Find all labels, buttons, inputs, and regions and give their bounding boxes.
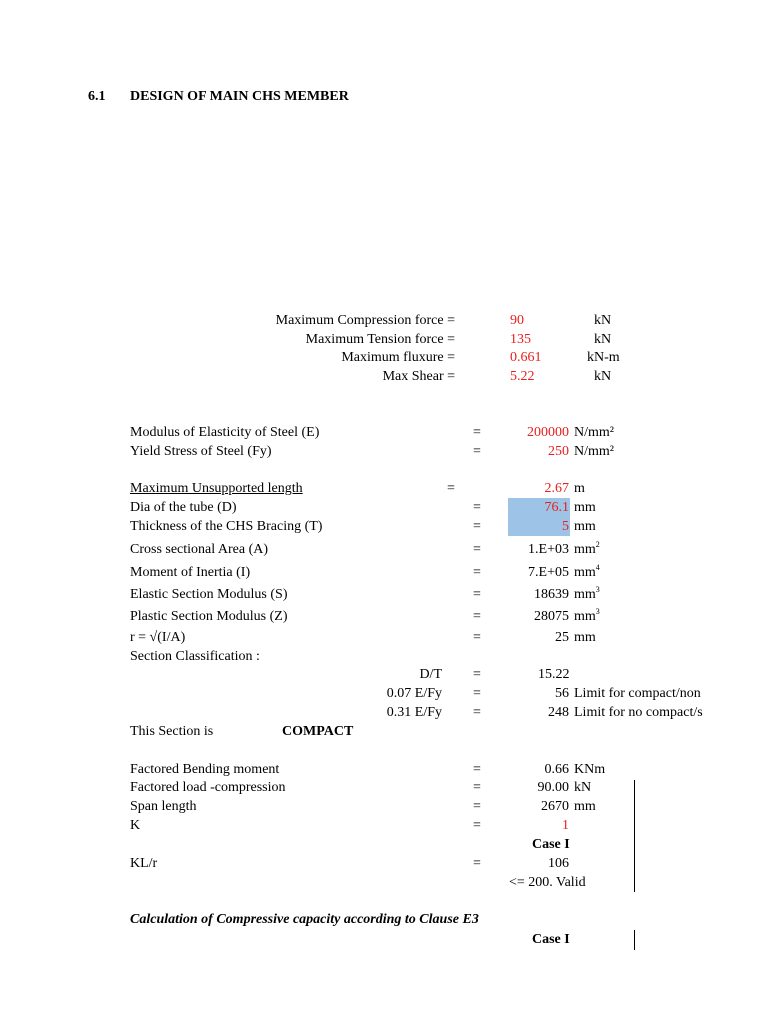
classification-compact-note: Limit for compact/non: [574, 686, 701, 701]
section-result-value: COMPACT: [282, 724, 354, 739]
geometry-length-unit: m: [574, 481, 585, 496]
column-border-line: [634, 780, 635, 892]
force-shear-unit: kN: [594, 369, 612, 384]
klr-check: <= 200. Valid: [509, 875, 586, 890]
input-highlight-thickness: [508, 517, 570, 536]
design-span-eq: =: [473, 799, 481, 814]
klr-value: 106: [548, 856, 569, 871]
geometry-inertia-unit-text: mm: [574, 565, 596, 580]
material-fy-label: Yield Stress of Steel (Fy): [130, 444, 272, 459]
force-flexure-unit: kN-m: [587, 350, 620, 365]
force-tension-label: Maximum Tension force =: [305, 332, 455, 347]
geometry-thickness-label: Thickness of the CHS Bracing (T): [130, 519, 323, 534]
geometry-area-eq: =: [473, 542, 481, 557]
geometry-elastic-unit-text: mm: [574, 587, 596, 602]
material-fy-unit: N/mm²: [574, 444, 614, 459]
force-shear-label: Max Shear =: [382, 369, 455, 384]
material-fy-value: 250: [548, 444, 569, 459]
material-e-eq: =: [473, 425, 481, 440]
geometry-plastic-label: Plastic Section Modulus (Z): [130, 609, 288, 624]
design-k-eq: =: [473, 818, 481, 833]
klr-label: KL/r: [130, 856, 158, 871]
material-e-label: Modulus of Elasticity of Steel (E): [130, 425, 320, 440]
classification-compact-label: 0.07 E/Fy: [386, 686, 442, 701]
force-tension-unit: kN: [594, 332, 612, 347]
geometry-length-label: Maximum Unsupported length: [130, 481, 303, 496]
design-moment-value: 0.66: [544, 762, 569, 777]
geometry-length-eq: =: [447, 481, 455, 496]
geometry-elastic-unit: [574, 587, 600, 603]
material-e-unit: N/mm²: [574, 425, 614, 440]
geometry-dia-label: Dia of the tube (D): [130, 500, 237, 515]
geometry-area-unit-text: mm: [574, 542, 596, 557]
geometry-plastic-value: 28075: [534, 609, 569, 624]
geometry-elastic-unit-sup: 3: [595, 585, 600, 594]
geometry-area-unit-sup: 2: [595, 540, 600, 549]
geometry-plastic-eq: =: [473, 609, 481, 624]
design-span-value: 2670: [541, 799, 569, 814]
geometry-dia-value[interactable]: 76.1: [544, 500, 569, 515]
classification-heading: Section Classification :: [130, 649, 260, 664]
geometry-plastic-unit-sup: 3: [595, 607, 600, 616]
classification-noncompact-note: Limit for no compact/s: [574, 705, 703, 720]
geometry-dia-eq: =: [473, 500, 481, 515]
design-span-label: Span length: [130, 799, 197, 814]
geometry-inertia-unit: [574, 565, 600, 581]
classification-compact-eq: =: [473, 686, 481, 701]
geometry-thickness-value[interactable]: 5: [562, 519, 569, 534]
geometry-radius-label: r = √(I/A): [130, 630, 186, 645]
design-k-value: 1: [562, 818, 569, 833]
geometry-inertia-label: Moment of Inertia (I): [130, 565, 251, 580]
geometry-thickness-unit: mm: [574, 519, 596, 534]
case-label: Case I: [532, 837, 570, 852]
classification-noncompact-value: 248: [548, 705, 569, 720]
classification-noncompact-eq: =: [473, 705, 481, 720]
klr-eq: =: [473, 856, 481, 871]
geometry-elastic-value: 18639: [534, 587, 569, 602]
section-result-label: This Section is: [130, 724, 214, 739]
geometry-radius-value: 25: [555, 630, 569, 645]
geometry-elastic-label: Elastic Section Modulus (S): [130, 587, 288, 602]
geometry-plastic-unit-text: mm: [574, 609, 596, 624]
geometry-area-value: 1.E+03: [528, 542, 569, 557]
capacity-border-line: [634, 930, 635, 950]
classification-noncompact-label: 0.31 E/Fy: [386, 705, 442, 720]
design-compression-unit: kN: [574, 780, 592, 795]
capacity-case-label: Case I: [532, 932, 570, 947]
design-k-label: K: [130, 818, 141, 833]
section-number: 6.1: [88, 89, 106, 104]
force-compression-unit: kN: [594, 313, 612, 328]
geometry-inertia-unit-sup: 4: [595, 563, 600, 572]
material-fy-eq: =: [473, 444, 481, 459]
design-compression-label: Factored load -compression: [130, 780, 286, 795]
classification-dt-eq: =: [473, 667, 481, 682]
geometry-area-unit: [574, 542, 600, 558]
force-flexure-label: Maximum fluxure =: [341, 350, 455, 365]
force-compression-label: Maximum Compression force =: [275, 313, 455, 328]
design-span-unit: mm: [574, 799, 596, 814]
geometry-thickness-eq: =: [473, 519, 481, 534]
design-compression-value: 90.00: [537, 780, 569, 795]
geometry-elastic-eq: =: [473, 587, 481, 602]
force-flexure-value: 0.661: [510, 350, 542, 365]
geometry-radius-eq: =: [473, 630, 481, 645]
classification-dt-value: 15.22: [538, 667, 570, 682]
geometry-dia-unit: mm: [574, 500, 596, 515]
geometry-area-label: Cross sectional Area (A): [130, 542, 269, 557]
design-moment-eq: =: [473, 762, 481, 777]
geometry-inertia-value: 7.E+05: [528, 565, 569, 580]
force-tension-value: 135: [510, 332, 531, 347]
capacity-heading: Calculation of Compressive capacity according to Clause E3: [130, 912, 479, 927]
material-e-value: 200000: [527, 425, 569, 440]
force-compression-value: 90: [510, 313, 524, 328]
section-title: DESIGN OF MAIN CHS MEMBER: [130, 89, 349, 104]
design-moment-unit: KNm: [574, 762, 606, 777]
geometry-inertia-eq: =: [473, 565, 481, 580]
classification-compact-value: 56: [555, 686, 569, 701]
geometry-radius-unit: mm: [574, 630, 596, 645]
geometry-length-value: 2.67: [544, 481, 569, 496]
design-compression-eq: =: [473, 780, 481, 795]
geometry-plastic-unit: [574, 609, 600, 625]
force-shear-value: 5.22: [510, 369, 535, 384]
classification-dt-label: D/T: [419, 667, 442, 682]
design-moment-label: Factored Bending moment: [130, 762, 280, 777]
